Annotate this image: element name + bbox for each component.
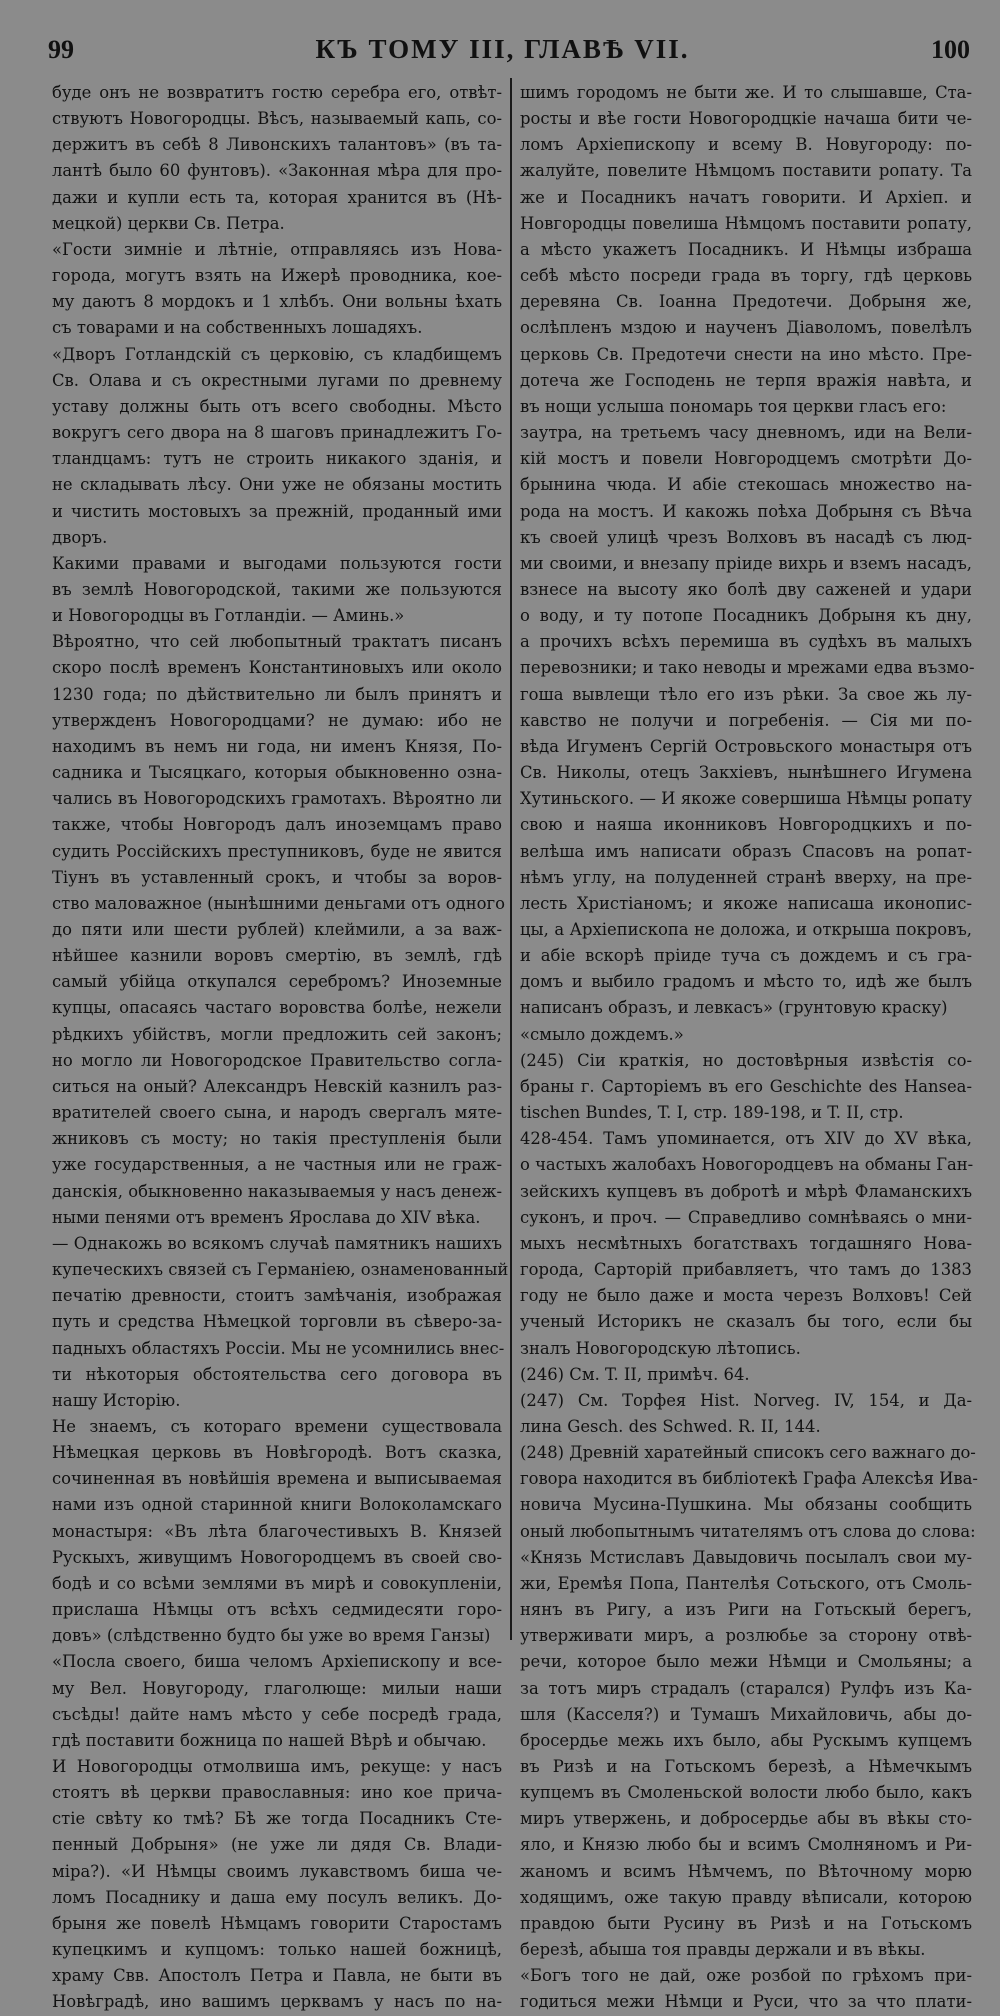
text-line: храму Свв. Апостолъ Петра и Павла, не быти въ	[52, 1966, 502, 1986]
text-line: лантѣ было 60 фунтовъ). «Законная мѣра для про-	[52, 161, 502, 181]
text-line: 1230 года; по дѣйствительно ли былъ принятъ и	[52, 684, 502, 704]
text-line: жниковъ съ мосту; но такія преступленія были	[52, 1129, 502, 1149]
text-line: жалуйте, повелите Нѣмцомъ поставити ропату. Та	[520, 161, 972, 181]
text-line: въ землѣ Новогородской, такими же пользуются	[52, 579, 502, 599]
text-line: нашу Исторію.	[52, 1390, 181, 1410]
text-line: за тотъ миръ страдалъ (старался) Рулфъ изъ Ка-	[520, 1678, 972, 1698]
text-line: гоша вывлещи тѣло его изъ рѣки. За свое жь лу-	[520, 684, 972, 704]
text-line: брыня же повелѣ Нѣмцамъ говорити Старостамъ	[52, 1913, 502, 1933]
text-line: а прочихъ всѣхъ перемиша въ судѣхъ въ малыхъ	[520, 632, 972, 652]
text-line: (247) См. Торфея Hist. Norveg. IV, 154, и Да-	[520, 1390, 972, 1410]
text-line: тландцамъ: тутъ не строить никакого зданія, и	[52, 449, 502, 469]
text-line: нами изъ одной старинной книги Волоколамскаго	[52, 1495, 502, 1515]
text-line: но могло ли Новогородское Правительство согла-	[52, 1050, 502, 1070]
left-page-number: 99	[48, 35, 74, 64]
text-line: годиться межи Нѣмци и Руси, что за что плати-	[520, 1992, 972, 2012]
text-line: садника и Тысяцкаго, которыя обыкновенно озна-	[52, 763, 502, 783]
text-line: (245) Сіи краткія, но достовѣрныя извѣстія со-	[520, 1050, 972, 1070]
text-line: «Посла своего, биша челомъ Архіепископу и все-	[52, 1652, 502, 1672]
text-line: бросердье межь ихъ было, абы Рускымъ купцемъ	[520, 1730, 972, 1750]
text-line: жаномъ и всимъ Нѣмчемъ, по Вѣточному морю	[520, 1861, 972, 1881]
text-line: нѣмъ углу, на полуденней странѣ вверху, на пре-	[520, 867, 972, 887]
text-line: церковь Св. Предотечи снести на ино мѣсто. Пре-	[520, 344, 972, 364]
text-line: же и Посадникъ начатъ говорити. И Архіеп. и	[520, 187, 972, 207]
text-line: нянъ въ Ригу, а изъ Риги на Готьскый берегъ,	[520, 1600, 972, 1620]
text-line: оный любопытнымъ читателямъ отъ слова до слова:	[520, 1521, 976, 1541]
text-line: (248) Древній харатейный списокъ сего важнаго до-	[520, 1443, 976, 1463]
text-line: вокругъ сего двора на 8 шаговъ принадлежитъ Го-	[52, 423, 502, 443]
text-line: брынина чюда. И абіе стекошась множество на-	[520, 475, 972, 495]
text-line: перевозники; и тако неводы и мрежами едва възмо-	[520, 658, 975, 678]
text-line: росты и вѣе гости Новогородцкіе начаша бити че-	[520, 109, 972, 129]
text-line: Вѣроятно, что сей любопытный трактатъ писанъ	[52, 632, 502, 652]
text-line: Хутиньского. — И якоже совершиша Нѣмцы ропату	[520, 789, 972, 809]
text-line: «Дворъ Готландскій съ церковію, съ кладбищемъ	[52, 344, 502, 364]
text-line: о частыхъ жалобахъ Новогородцевъ на обманы Ган-	[520, 1155, 974, 1175]
text-line: кій мостъ и повели Новгородцемъ смотрѣти До-	[520, 449, 972, 469]
text-line: говора находится въ библіотекѣ Графа Алексѣя Ива-	[520, 1469, 978, 1489]
text-line: Не знаемъ, съ котораго времени существовала	[52, 1416, 502, 1436]
text-line: держитъ въ себѣ 8 Ливонскихъ талантовъ» (въ та-	[52, 135, 502, 155]
text-line: печатію древности, стоитъ замѣчанія, изображая	[52, 1286, 502, 1306]
text-line: уставу должны быть отъ всего свободны. Мѣсто	[52, 396, 502, 416]
text-line: tischen Bundes, T. I, стр. 189-198, и T. II, стр.	[520, 1103, 904, 1123]
text-line: и чистить мостовыхъ за прежній, проданный ими	[52, 501, 502, 521]
text-line: міра?). «И Нѣмцы своимъ лукавствомъ биша че-	[52, 1861, 502, 1881]
text-line: (246) См. T. II, примѣч. 64.	[520, 1364, 750, 1384]
text-line: мыхъ несмѣтныхъ богатствахъ тогдашняго Нова-	[520, 1233, 972, 1253]
text-line: зналъ Новогородскую лѣтопись.	[520, 1338, 801, 1358]
text-line: речи, которое было межи Нѣмци и Смольяны; а	[520, 1652, 972, 1672]
text-line: бодѣ и со всѣми землями въ мирѣ и совокупленіи,	[52, 1573, 502, 1593]
text-line: купецкимъ и купцомъ: только нашей божницѣ,	[52, 1940, 502, 1960]
right-column	[520, 80, 978, 2012]
text-line: нѣйшее казнили воровъ смертію, въ землѣ, гдѣ	[52, 946, 502, 966]
text-line: Новѣградѣ, ино вашимъ церквамъ у насъ по на-	[52, 1992, 502, 2012]
text-line: съсѣды! дайте намъ мѣсто у себе посредѣ града,	[52, 1704, 502, 1724]
text-line: себѣ мѣсто посреди града въ торгу, гдѣ церковь	[520, 266, 972, 286]
text-line: дажи и купли есть та, которая хранится въ (Нѣ-	[52, 187, 502, 207]
text-line: съ товарами и на собственныхъ лошадяхъ.	[52, 318, 423, 338]
text-line: Св. Олава и съ окрестными лугами по древнему	[52, 370, 502, 390]
text-line: ствуютъ Новогородцы. Вѣсъ, называемый капь, со-	[52, 109, 502, 129]
text-line: вратителей своего сына, и народъ свергалъ мяте-	[52, 1103, 502, 1123]
text-line: не складывать лѣсу. Они уже не обязаны мостить	[52, 475, 502, 495]
page-header	[48, 34, 970, 74]
text-line: мецкой) церкви Св. Петра.	[52, 213, 285, 233]
text-line: ситься на оный? Александръ Невскій казнилъ раз-	[52, 1076, 502, 1096]
running-title: КЪ ТОМУ III, ГЛАВѢ VII.	[315, 34, 690, 64]
text-line: му Вел. Новугороду, глаголюще: милыи наши	[52, 1678, 502, 1698]
text-line: а мѣсто укажетъ Посадникъ. И Нѣмцы избраша	[520, 239, 972, 259]
text-line: пенный Добрыня» (не уже ли дядя Св. Влади-	[52, 1835, 502, 1855]
text-line: самый убійца откупался серебромъ? Иноземные	[52, 972, 502, 992]
text-line: ослѣпленъ мздою и наученъ Діаволомъ, повелѣлъ	[520, 318, 972, 338]
text-line: утвержденъ Новогородцами? не думаю: ибо не	[52, 710, 502, 730]
text-line: взнесе на высоту яко болѣ дву саженей и удари	[520, 579, 972, 599]
left-column	[52, 80, 509, 2012]
text-line: кавство не получи и погребенія. — Сія ми по-	[520, 710, 972, 730]
text-line: му даютъ 8 мордокъ и 1 хлѣбъ. Они вольны ѣхать	[52, 292, 502, 312]
text-line: Св. Николы, отецъ Закхіевъ, нынѣшнего Игумена	[520, 763, 972, 783]
text-line: города, могутъ взять на Ижерѣ проводника, кое-	[52, 266, 502, 286]
text-line: чались въ Новогородскихъ грамотахъ. Вѣроятно ли	[52, 789, 502, 809]
text-line: правдою быти Русину въ Ризѣ и на Готьскомъ	[520, 1913, 972, 1933]
text-line: цы, а Архіепископа не доложа, и открыша покровъ,	[520, 920, 972, 939]
text-line: жи, Еремѣя Попа, Пантелѣя Сотьского, отъ Смоль-	[520, 1573, 972, 1593]
text-line: шля (Касселя?) и Тумашъ Михайловичь, абы до-	[520, 1704, 972, 1724]
text-line: яло, и Князю любо бы и всимъ Смолняномъ и Ри-	[520, 1835, 972, 1855]
text-line: рѣдкихъ убійствъ, могли предложить сей законъ;	[52, 1024, 502, 1044]
text-line: «смыло дождемъ.»	[520, 1024, 684, 1044]
text-line: судить Россійскихъ преступниковъ, буде не явится	[52, 841, 502, 861]
text-line: купцемъ въ Смоленьской волости любо было, какъ	[520, 1783, 972, 1803]
text-line: путь и средства Нѣмецкой торговли въ сѣверо-за-	[52, 1312, 502, 1332]
text-line: о воду, и ту потопе Посадникъ Добрыня къ дну,	[520, 606, 972, 626]
text-line: свою и наяша иконниковъ Новгородцкихъ и по-	[520, 815, 972, 835]
text-line: также, чтобы Новгородъ далъ иноземцамъ право	[52, 815, 502, 835]
text-line: къ своей улицѣ чрезъ Волховъ въ насадѣ съ люд-	[520, 527, 972, 547]
text-line: 428-454. Тамъ упоминается, отъ XIV до XV вѣка,	[520, 1129, 972, 1149]
text-line: купцы, опасаясь частаго воровства болѣе, нежели	[52, 998, 502, 1018]
text-line: березѣ, абыша тоя правды держали и въ вѣкы.	[520, 1940, 926, 1960]
text-line: дотеча же Господень не терпя вражія навѣта, и	[520, 370, 972, 390]
text-line: буде онъ не возвратитъ гостю серебра его, отвѣт-	[52, 83, 502, 102]
text-line: — Однакожь во всякомъ случаѣ памятникъ нашихъ	[52, 1233, 502, 1253]
text-line: падныхъ областяхъ Россіи. Мы не усомнились внес-	[52, 1338, 505, 1358]
text-line: ти нѣкоторыя обстоятельства сего договора въ	[52, 1364, 502, 1384]
text-line: году не было даже и моста черезъ Волховъ! Сей	[520, 1286, 972, 1306]
text-line: домъ и выбило градомъ и мѣсто то, идѣ же былъ	[520, 972, 972, 992]
text-line: рода на мостъ. И какожь поѣха Добрыня съ Вѣча	[520, 501, 972, 521]
text-line: новича Мусина-Пушкина. Мы обязаны сообщить	[520, 1495, 972, 1515]
text-line: вѣда Игуменъ Сергій Островьского монастыря отъ	[520, 736, 972, 756]
text-line: Тіунъ въ уставленный срокъ, и чтобы за воров-	[52, 867, 502, 887]
text-line: лесть Христіаномъ; и якоже написаша иконопис-	[520, 893, 972, 913]
text-line: города, Сарторій прибавляетъ, что тамъ до 1383	[520, 1260, 972, 1280]
column-divider	[510, 78, 512, 1640]
text-line: «Гости зимніе и лѣтніе, отправляясь изъ Нова-	[52, 239, 502, 259]
text-line: довъ» (слѣдственно будто бы уже во время Ганзы)	[52, 1626, 491, 1646]
text-line: утверживати миръ, а розлюбье за сторону отвѣ-	[520, 1626, 972, 1646]
text-line: миръ утвержень, и добросердье абы въ вѣкы сто-	[520, 1809, 972, 1829]
text-line: И Новогородцы отмолвиша имъ, рекуще: у насъ	[52, 1757, 502, 1776]
text-line: ломъ Архіепископу и всему В. Новугороду: по-	[520, 135, 972, 155]
text-line: находимъ въ немъ ни года, ни именъ Князя, По-	[52, 736, 502, 756]
text-line: ными пенями отъ временъ Ярослава до XIV вѣка.	[52, 1207, 481, 1227]
text-line: суконъ, и проч. — Справедливо сомнѣваясь о мни-	[520, 1207, 972, 1227]
text-line: «Богъ того не дай, оже розбой по грѣхомъ при-	[520, 1966, 972, 1986]
text-line: Нѣмецкая церковь въ Новѣгородѣ. Вотъ сказка,	[52, 1443, 502, 1463]
text-line: и Новогородцы въ Готландіи. — Аминь.»	[52, 606, 405, 626]
text-line: заутра, на третьемъ часу дневномъ, иди на Вели-	[520, 423, 972, 443]
text-line: купеческихъ связей съ Германіею, ознаменованный	[52, 1260, 509, 1280]
text-line: ломъ Посаднику и даша ему посулъ великъ. До-	[52, 1887, 502, 1907]
text-line: въ нощи услыша пономарь тоя церкви гласъ его:	[520, 396, 947, 416]
text-line: зейскихъ купцевъ въ добротѣ и мѣрѣ Фламанскихъ	[520, 1181, 972, 1201]
text-line: велѣша имъ написати образъ Спасовъ на ропат-	[520, 841, 972, 861]
text-line: стіе свѣту ко тмѣ? Бѣ же тогда Посадникъ Сте-	[52, 1809, 502, 1829]
text-line: скоро послѣ временъ Константиновыхъ или около	[52, 658, 502, 678]
text-line: Новгородцы повелиша Нѣмцомъ поставити ропату,	[520, 213, 972, 233]
text-line: лина Gesch. des Schwed. R. II, 144.	[520, 1416, 821, 1436]
text-line: Рускыхъ, живущимъ Новогородцемъ въ своей сво-	[52, 1547, 502, 1567]
text-line: сочиненная въ новѣйшія времена и выписываемая	[52, 1469, 502, 1489]
text-line: деревяна Св. Іоанна Предотечи. Добрыня же,	[520, 292, 972, 312]
text-line: «Князь Мстиславъ Давыдовичь посылалъ свои му-	[520, 1547, 972, 1567]
text-line: прислаша Нѣмцы отъ всѣхъ седмидесяти горо-	[52, 1600, 502, 1620]
text-line: ученый Историкъ не сказалъ бы того, если бы	[520, 1312, 972, 1332]
text-line: въ Ризѣ и на Готьскомъ березѣ, а Нѣмечкымъ	[520, 1757, 972, 1776]
text-line: гдѣ поставити божница по нашей Вѣрѣ и обычаю.	[52, 1730, 487, 1750]
text-line: монастыря: «Въ лѣта благочестивыхъ В. Князей	[52, 1521, 502, 1541]
text-line: браны г. Сарторіемъ въ его Geschichte des Hanseа-	[520, 1076, 972, 1096]
text-line: дворъ.	[52, 527, 108, 547]
text-line: ство маловажное (нынѣшними деньгами отъ одного	[52, 893, 505, 913]
text-line: ми своими, и внезапу пріиде вихрь и вземъ насадъ,	[520, 553, 972, 573]
text-line: и абіе вскорѣ пріиде туча съ дождемъ и съ гра-	[520, 946, 972, 966]
text-line: данскія, обыкновенно наказываемыя у насъ денеж-	[52, 1181, 503, 1201]
text-line: стоятъ вѣ церкви православныя: ино кое прича-	[52, 1783, 502, 1803]
text-line: до пяти или шести рублей) клеймили, а за важ-	[52, 920, 502, 939]
right-page-number: 100	[930, 35, 970, 64]
text-line: уже государственныя, а не частныя или не граж-	[52, 1155, 502, 1175]
text-line: ходящимъ, оже такую правду вѣписали, которою	[520, 1887, 972, 1907]
text-line: шимъ городомъ не быти же. И то слышавше, Ста-	[520, 83, 972, 102]
text-line: написанъ образъ, и левкасъ» (грунтовую краску)	[520, 998, 948, 1018]
text-line: Какими правами и выгодами пользуются гости	[52, 553, 502, 573]
